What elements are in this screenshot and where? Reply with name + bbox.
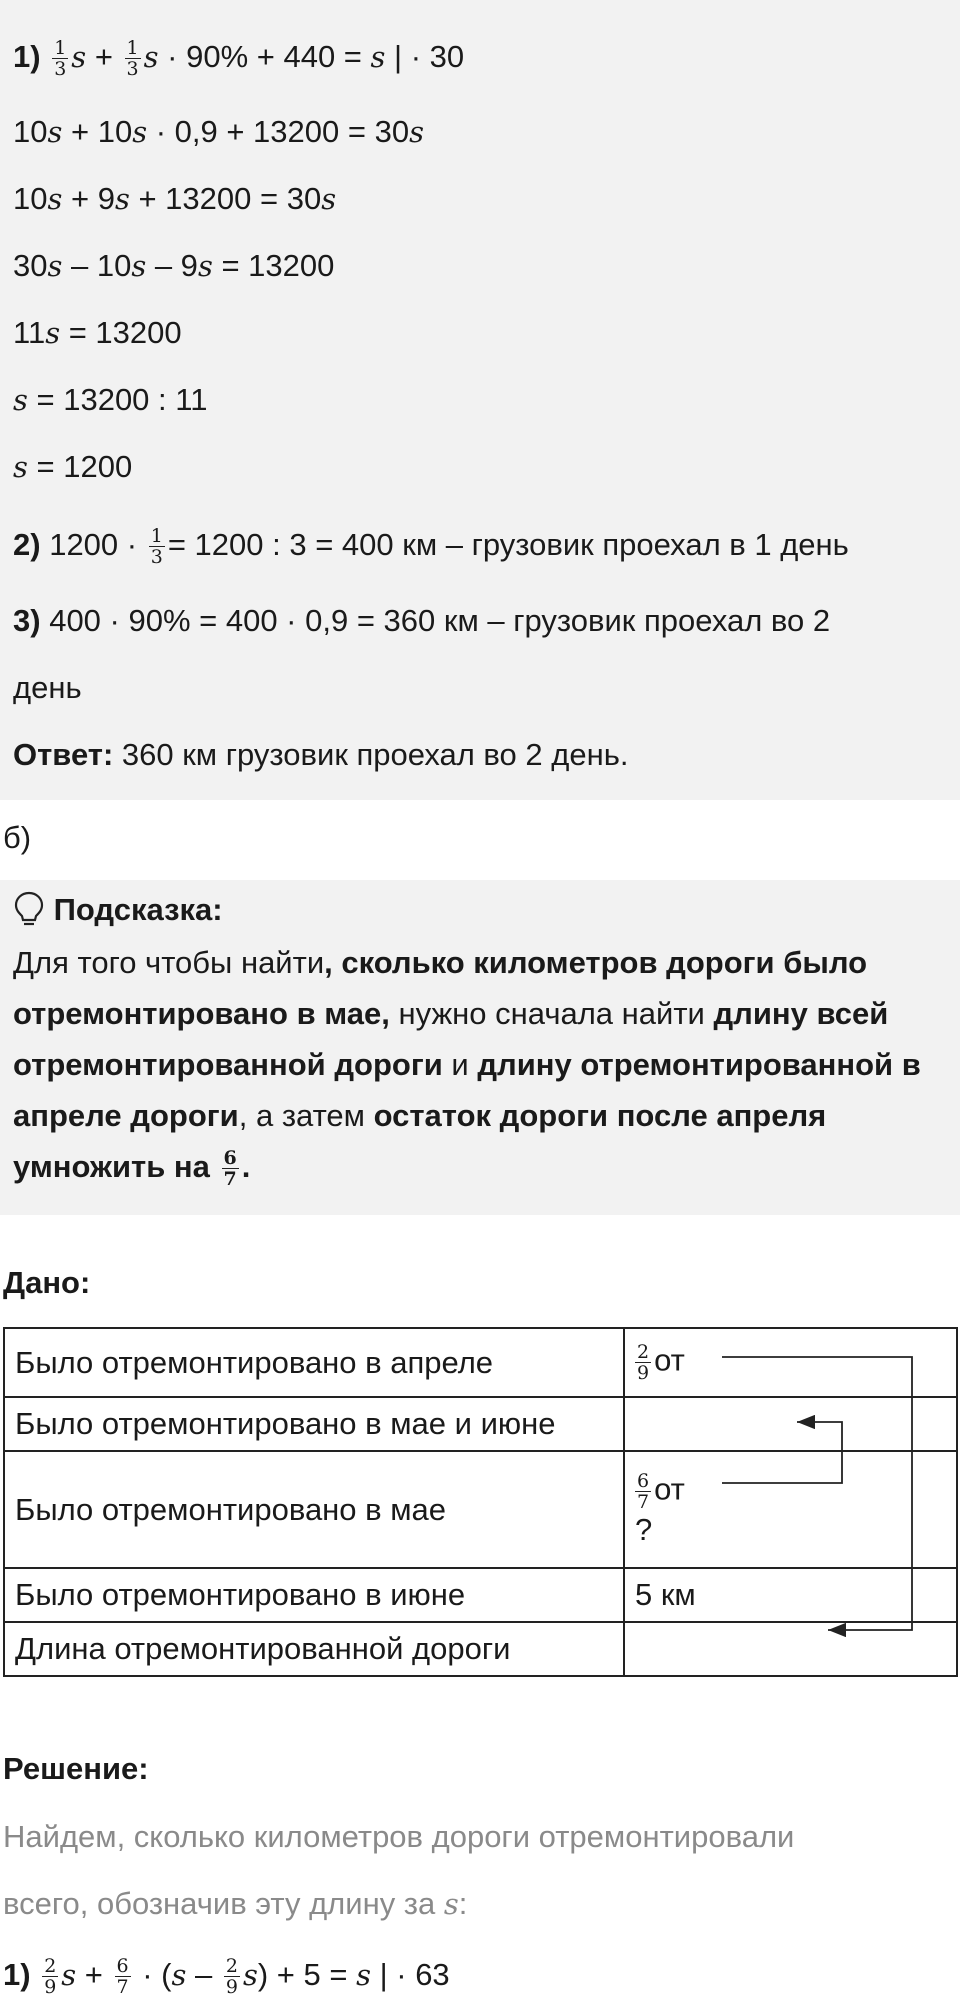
unknown-mark: ?	[635, 1512, 653, 1547]
equation-7: s = 1200	[13, 449, 133, 484]
row-value: 5 км	[624, 1568, 957, 1622]
table-row	[4, 1622, 957, 1676]
equation-6: s = 13200 : 11	[13, 382, 208, 417]
row-label: Было отремонтировано в мае и июне	[4, 1397, 624, 1451]
row-label: Было отремонтировано в июне	[4, 1568, 624, 1622]
hint-title: Подсказка:	[13, 890, 223, 930]
given-title: Дано:	[3, 1265, 91, 1300]
fraction: $\frac{1}{3}$	[150, 525, 163, 569]
fraction: $\frac{2}{9}$	[225, 1955, 238, 1999]
equation-2: 10s + 10s · 0,9 + 13200 = 30s	[13, 114, 424, 149]
fraction: $\frac{1}{3}$	[54, 37, 67, 81]
step-3-continuation: день	[13, 670, 82, 705]
equation-4: 30s – 10s – 9s = 13200	[13, 248, 335, 283]
fraction: $\frac{6}{7}$	[637, 1470, 650, 1513]
table-row	[4, 1328, 957, 1397]
fraction: $\frac{2}{9}$	[44, 1955, 57, 1999]
hint-body: Для того чтобы найти, сколько километров дороги было отремонтировано в мае, нужно сначала найти длину всей отремонтированной дороги и длину отремонтированной в апреле дороги, а затем остаток дороги после апреля умножить на $\frac{6}{7}$ .	[13, 945, 921, 1191]
step-number: 1)	[13, 39, 41, 74]
step-2: 2) 1200 · $\frac{1}{3}$ = 1200 : 3 = 400 км – грузовик проехал в 1 день	[13, 525, 849, 569]
equation-3: 10s + 9s + 13200 = 30s	[13, 181, 337, 216]
equation-5: 11s = 13200	[13, 315, 182, 350]
lightbulb-icon	[13, 890, 45, 928]
row-value: $\frac{2}{9}$ от	[624, 1328, 957, 1397]
fraction: $\frac{1}{3}$	[126, 37, 139, 81]
solution-text-line-1: Найдем, сколько километров дороги отремонтировали	[3, 1819, 795, 1854]
row-value	[624, 1622, 957, 1676]
table-row	[4, 1451, 957, 1568]
answer: Ответ: 360 км грузовик проехал во 2 день.	[13, 737, 629, 772]
table-row	[4, 1568, 957, 1622]
table-row	[4, 1397, 957, 1451]
row-label: Длина отремонтированной дороги	[4, 1622, 624, 1676]
fraction: $\frac{6}{7}$	[116, 1955, 129, 1999]
row-label: Было отремонтировано в апреле	[4, 1328, 624, 1397]
solution-equation-1: 1) $\frac{2}{9}$ s + $\frac{6}{7}$ · (s – $\frac{2}{9}$ s) + 5 = s | · 63	[3, 1955, 450, 1999]
fraction: $\frac{6}{7}$	[223, 1147, 237, 1191]
part-b-label: б)	[3, 820, 32, 855]
row-value	[624, 1397, 957, 1451]
row-label: Было отремонтировано в мае	[4, 1451, 624, 1568]
solution-text-line-2: всего, обозначив эту длину за s:	[3, 1886, 468, 1921]
solution-title: Решение:	[3, 1751, 149, 1786]
given-table	[3, 1327, 958, 1677]
equation-1: 1) $\frac{1}{3}$ s + $\frac{1}{3}$ s · 90% + 440 = s | · 30	[13, 37, 465, 81]
row-value: $\frac{6}{7}$ от ?	[624, 1451, 957, 1568]
step-3: 3) 400 · 90% = 400 · 0,9 = 360 км – грузовик проехал во 2	[13, 603, 831, 638]
fraction: $\frac{2}{9}$	[637, 1341, 650, 1384]
